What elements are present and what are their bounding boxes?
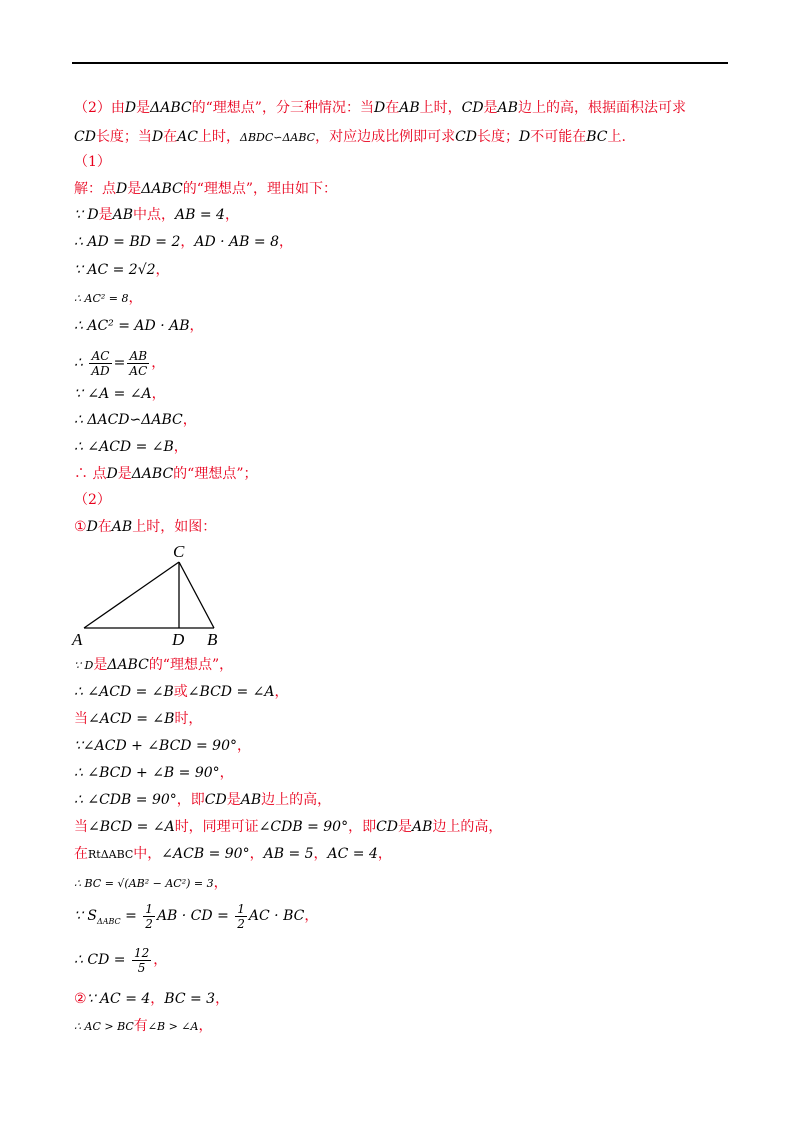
part1-step-7: ∵ ∠A = ∠A， [74, 386, 166, 402]
case1-step-11: ∴ CD = $\frac{12}{5}$ ， [74, 945, 168, 975]
fraction-half-2: $\frac{1}{2}$ [237, 901, 245, 931]
label-d: D [172, 630, 185, 649]
case1-step-5: ∴ ∠BCD + ∠B = 90°， [74, 765, 234, 781]
case1-heading: ①D在AB上时，如图： [74, 519, 217, 535]
fraction-12-5: $\frac{12}{5}$ [133, 945, 150, 975]
side-ac [84, 562, 179, 628]
part1-label: （1） [74, 154, 111, 170]
intro-line-1: （2）由D是ΔABC的“理想点”，分三种情况：当D在AB上时，CD是AB边上的高，根据面积法可求 [74, 100, 686, 116]
case2-step-1: ∴ AC > BC有∠B > ∠A， [74, 1018, 213, 1034]
side-bc [179, 562, 214, 628]
part1-solution-intro: 解：点D是ΔABC的“理想点”，理由如下： [74, 181, 338, 197]
triangle-figure [70, 540, 240, 650]
label-a: A [72, 630, 83, 649]
part1-conclusion: ∴ 点D是ΔABC的“理想点”； [74, 466, 258, 482]
case1-step-4: ∵∠ACD + ∠BCD = 90°， [74, 738, 251, 754]
part1-step-2: ∴ AD = BD = 2，AD · AB = 8， [74, 234, 293, 250]
part1-step-6: ∴ $\frac{AC}{AD}$ = $\frac{AB}{AC}$ ， [74, 348, 166, 378]
case1-step-3: 当∠ACD = ∠B时， [74, 711, 203, 727]
case1-step-7: 当∠BCD = ∠A时，同理可证∠CDB = 90°，即CD是AB边上的高， [74, 819, 503, 835]
part1-step-1: ∵ D是AB中点，AB = 4， [74, 207, 239, 223]
part1-step-3: ∵ AC = 2√2， [74, 262, 170, 278]
case1-step-1: ∵ D是ΔABC的“理想点”， [74, 657, 234, 673]
case1-step-6: ∴ ∠CDB = 90°，即CD是AB边上的高， [74, 792, 332, 808]
part1-step-4: ∴ AC² = 8， [74, 290, 143, 306]
part1-step-8: ∴ ΔACD∽ΔABC， [74, 412, 197, 428]
part1-step-5: ∴ AC² = AD · AB， [74, 318, 204, 334]
case1-step-8: 在RtΔABC中，∠ACB = 90°，AB = 5，AC = 4， [74, 846, 392, 862]
fraction-half-1: $\frac{1}{2}$ [145, 901, 153, 931]
case1-step-9: ∴ BC = √(AB² − AC²) = 3， [74, 875, 228, 891]
intro-line-2: CD长度；当D在AC上时，ΔBDC∽ΔABC，对应边成比例即可求CD长度；D不可能在BC上. [74, 129, 626, 145]
fraction-ac-ad: $\frac{AC}{AD}$ [91, 348, 110, 378]
case1-step-10: ∵ $S_{\Delta ABC}$ = $\frac{1}{2}$ AB · CD = $\frac{1}{2}$ AC · BC， [74, 901, 319, 931]
header-rule [72, 62, 728, 64]
label-c: C [173, 542, 185, 561]
case1-step-2: ∴ ∠ACD = ∠B或∠BCD = ∠A， [74, 684, 289, 700]
part2-label: （2） [74, 492, 111, 508]
case2-heading: ②∵ AC = 4，BC = 3， [74, 991, 230, 1007]
fraction-ab-ac: $\frac{AB}{AC}$ [129, 348, 148, 378]
label-b: B [207, 630, 218, 649]
part1-step-9: ∴ ∠ACD = ∠B， [74, 439, 188, 455]
